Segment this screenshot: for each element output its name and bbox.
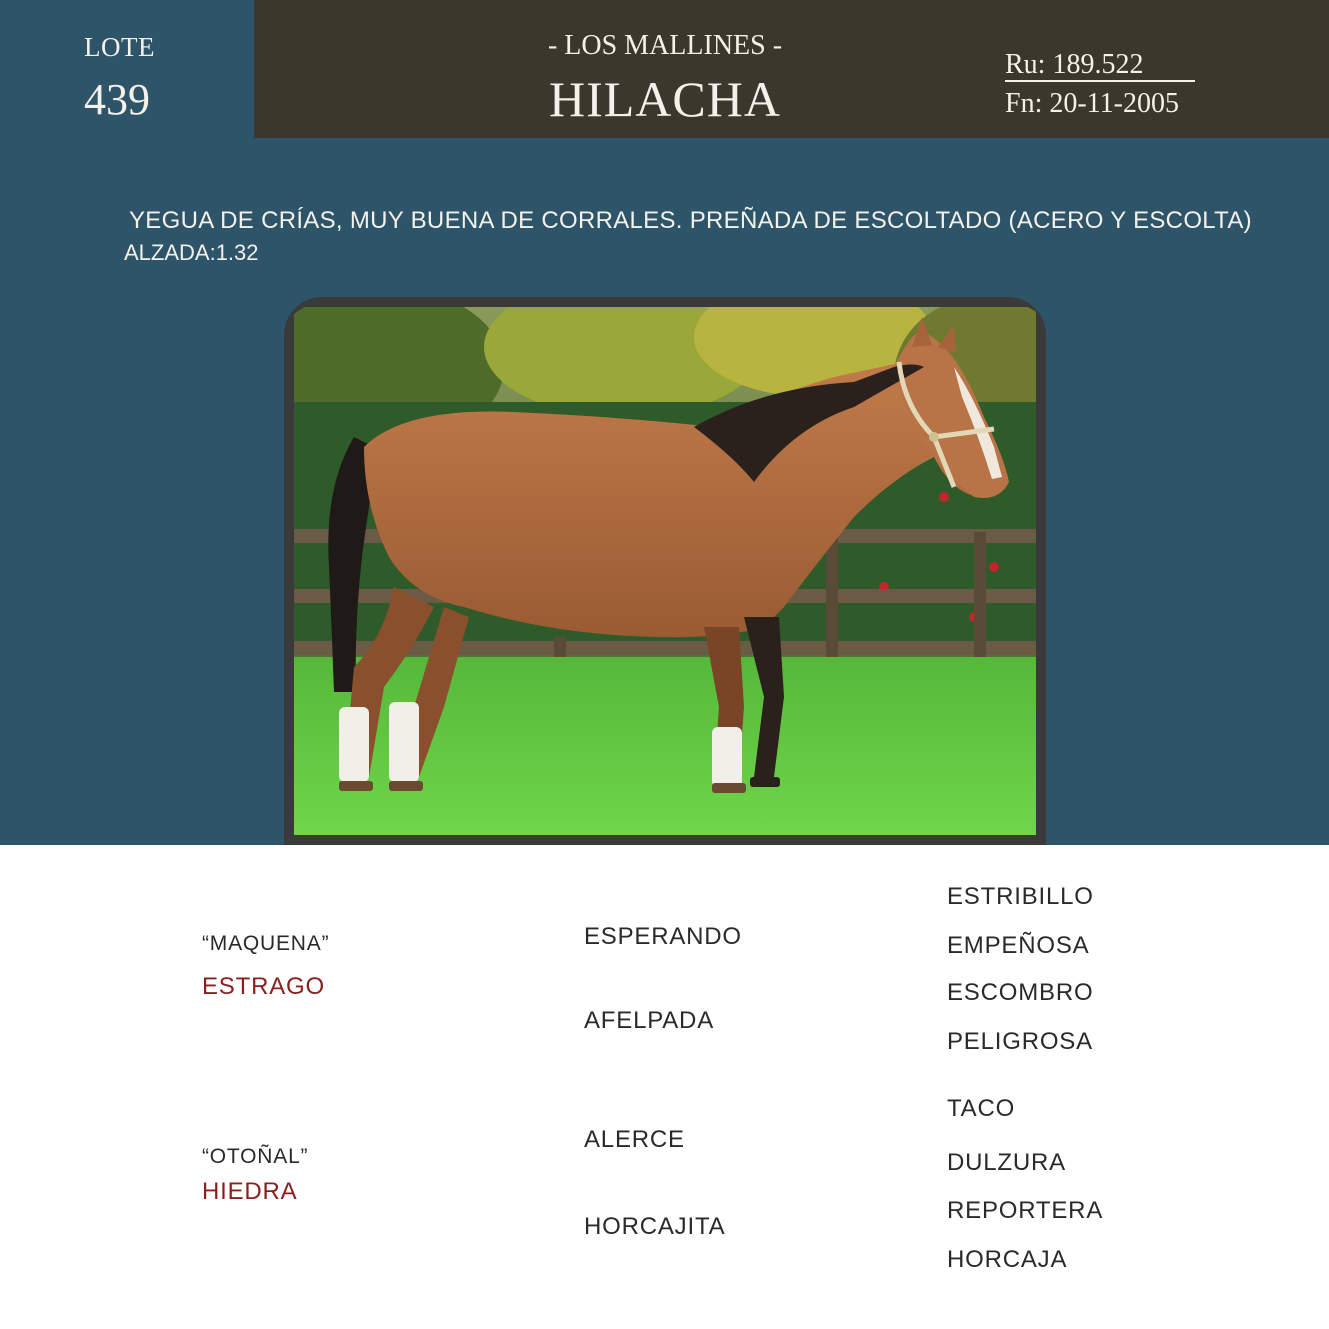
dam-dam: HORCAJITA	[584, 1213, 726, 1240]
description-line: YEGUA DE CRÍAS, MUY BUENA DE CORRALES. PREÑADA DE ESCOLTADO (ACERO Y ESCOLTA)	[129, 207, 1252, 234]
sire-sire: ESPERANDO	[584, 923, 742, 950]
sire-name: ESTRAGO	[202, 973, 325, 1000]
horse-photo	[294, 307, 1036, 835]
grandparent-5: TACO	[947, 1095, 1016, 1122]
grandparent-7: REPORTERA	[947, 1197, 1104, 1224]
lote-box	[0, 0, 254, 138]
breeder-name: - LOS MALLINES -	[547, 30, 783, 61]
grandparent-4: PELIGROSA	[947, 1028, 1093, 1055]
lote-label: LOTE	[84, 32, 155, 62]
grandparent-2: EMPEÑOSA	[947, 932, 1090, 959]
registry-number: Ru: 189.522	[1005, 50, 1195, 82]
height-line: ALZADA:1.32	[124, 240, 259, 265]
dam-nickname: “OTOÑAL”	[202, 1145, 309, 1168]
birth-date: Fn: 20-11-2005	[1005, 88, 1179, 119]
header-band	[254, 0, 1329, 138]
sire-dam: AFELPADA	[584, 1007, 714, 1034]
grandparent-8: HORCAJA	[947, 1246, 1068, 1273]
photo-frame	[284, 297, 1046, 845]
dam-name: HIEDRA	[202, 1178, 298, 1205]
grandparent-1: ESTRIBILLO	[947, 883, 1094, 910]
sire-nickname: “MAQUENA”	[202, 932, 330, 955]
dam-sire: ALERCE	[584, 1126, 685, 1153]
grandparent-3: ESCOMBRO	[947, 979, 1094, 1006]
horse-name: HILACHA	[549, 71, 781, 127]
grandparent-6: DULZURA	[947, 1149, 1066, 1176]
lote-number: 439	[84, 75, 150, 124]
